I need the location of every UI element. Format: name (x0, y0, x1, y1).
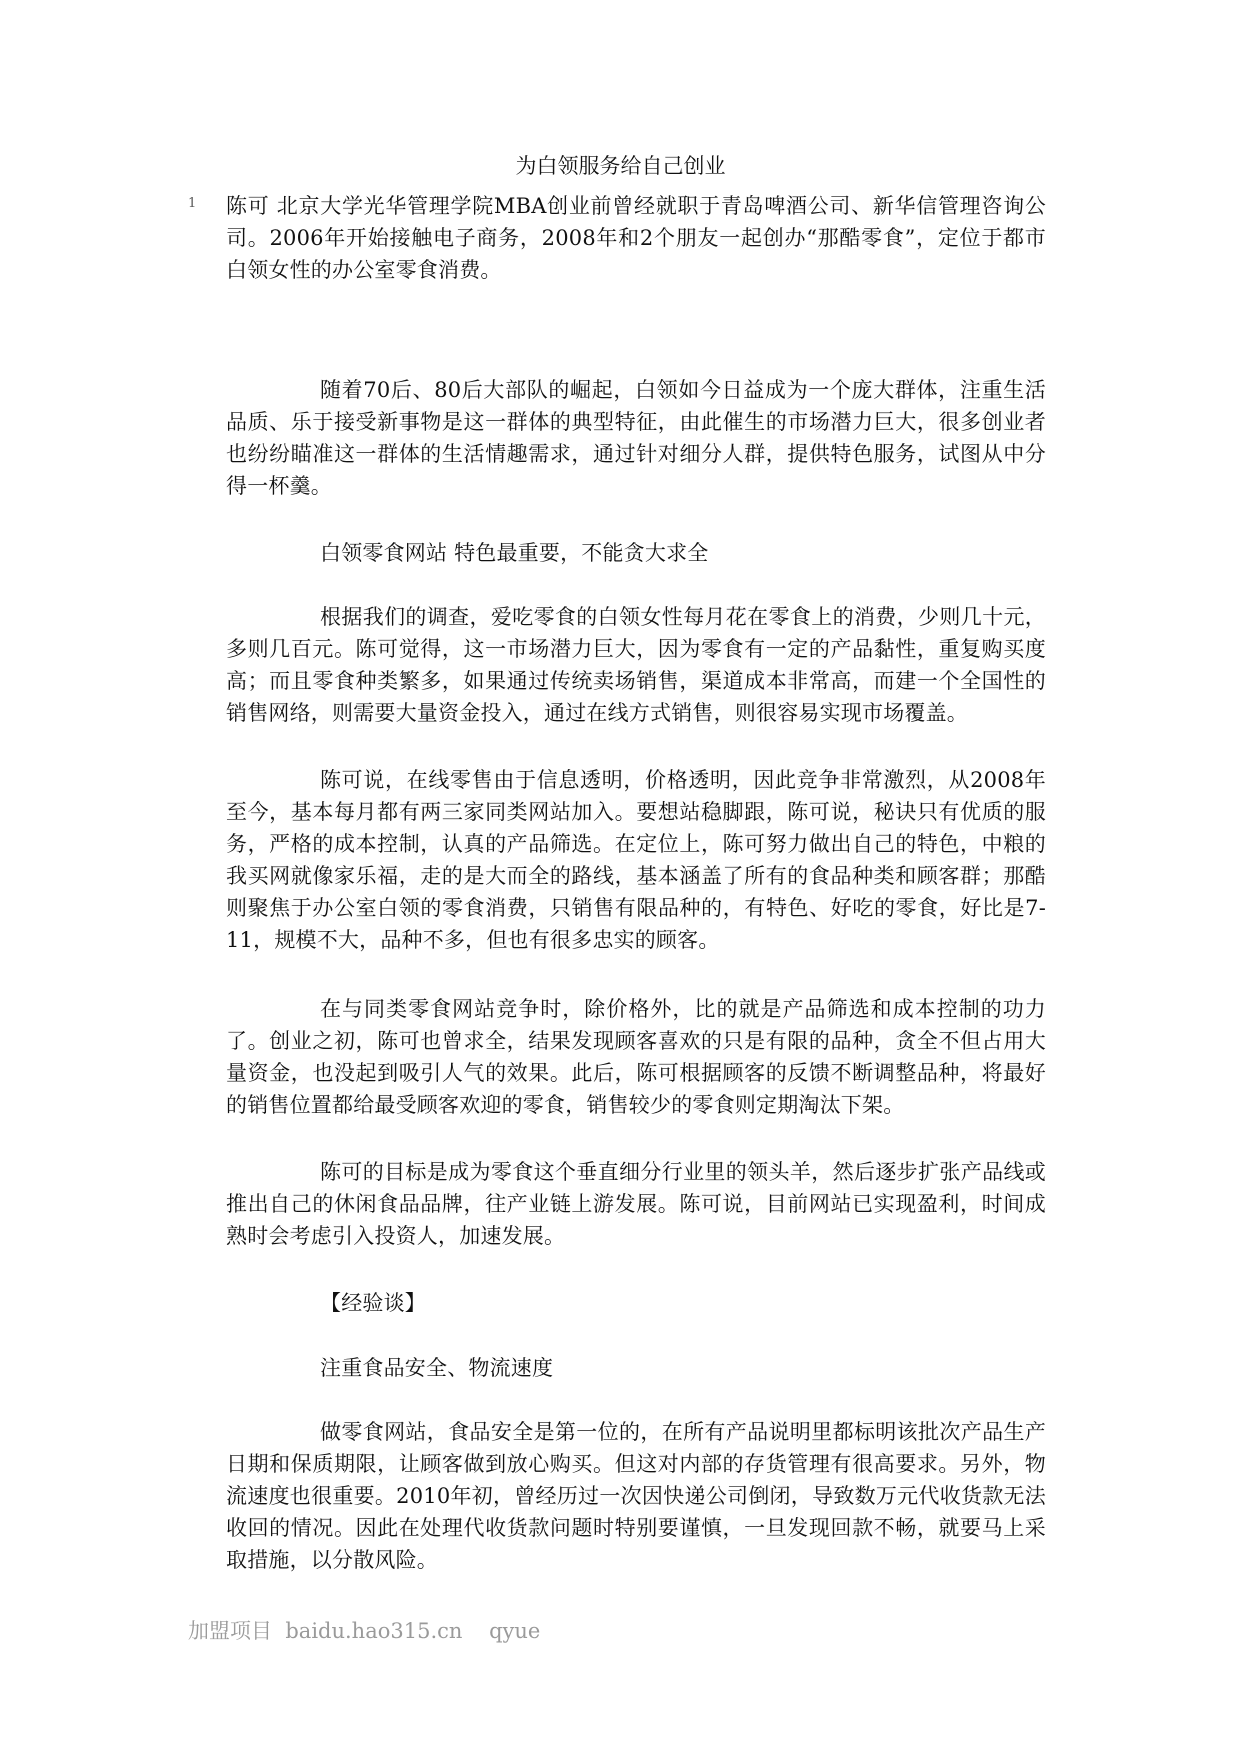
footer-watermark: 加盟项目 baidu.hao315.cn qyue (188, 1619, 541, 1643)
author-intro: 陈可 北京大学光华管理学院MBA创业前曾经就职于青岛啤酒公司、新华信管理咨询公司。2006年开始接触电子商务，2008年和2个朋友一起创办“那酷零食”，定位于都市白领女性的办公室零食消费。 (226, 194, 1046, 282)
section-heading-experience: 【经验谈】 (320, 1291, 426, 1315)
section-heading-food-safety: 注重食品安全、物流速度 (320, 1356, 554, 1380)
section-heading-snack-website: 白领零食网站 特色最重要，不能贪大求全 (320, 541, 709, 565)
paragraph-product-selection: 在与同类零食网站竞争时，除价格外，比的就是产品筛选和成本控制的功力了。创业之初，陈可也曾求全，结果发现顾客喜欢的只是有限的品种，贪全不但占用大量资金，也没起到吸引人气的效果。此后，陈可根据顾客的反馈不断调整品种，将最好的销售位置都给最受顾客欢迎的零食，销售较少的零食则定期淘汰下架。 (226, 997, 1046, 1117)
paragraph-intro: 随着70后、80后大部队的崛起，白领如今日益成为一个庞大群体，注重生活品质、乐于接受新事物是这一群体的典型特征，由此催生的市场潜力巨大，很多创业者也纷纷瞄准这一群体的生活情趣需求，通过针对细分人群，提供特色服务，试图从中分得一杯羹。 (226, 378, 1046, 498)
paragraph-food-safety: 做零食网站，食品安全是第一位的，在所有产品说明里都标明该批次产品生产日期和保质期限，让顾客做到放心购买。但这对内部的存货管理有很高要求。另外，物流速度也很重要。2010年初，曾经历过一次因快递公司倒闭，导致数万元代收货款无法收回的情况。因此在处理代收货款问题时特别要谨慎，一旦发现回款不畅，就要马上采取措施，以分散风险。 (226, 1420, 1046, 1572)
paragraph-survey: 根据我们的调查，爱吃零食的白领女性每月花在零食上的消费，少则几十元，多则几百元。陈可觉得，这一市场潜力巨大，因为零食有一定的产品黏性，重复购买度高；而且零食种类繁多，如果通过传统卖场销售，渠道成本非常高，而建一个全国性的销售网络，则需要大量资金投入，通过在线方式销售，则很容易实现市场覆盖。 (226, 605, 1046, 725)
line-number: 1 (188, 196, 197, 211)
paragraph-goal: 陈可的目标是成为零食这个垂直细分行业里的领头羊，然后逐步扩张产品线或推出自己的休闲食品品牌，往产业链上游发展。陈可说，目前网站已实现盈利，时间成熟时会考虑引入投资人，加速发展。 (226, 1160, 1046, 1248)
paragraph-competition: 陈可说，在线零售由于信息透明，价格透明，因此竞争非常激烈，从2008年至今，基本每月都有两三家同类网站加入。要想站稳脚跟，陈可说，秘诀只有优质的服务，严格的成本控制，认真的产品筛选。在定位上，陈可努力做出自己的特色，中粮的我买网就像家乐福，走的是大而全的路线，基本涵盖了所有的食品种类和顾客群；那酷则聚焦于办公室白领的零食消费，只销售有限品种的，有特色、好吃的零食，好比是7-11，规模不大，品种不多，但也有很多忠实的顾客。 (226, 768, 1046, 952)
document-title: 为白领服务给自己创业 (515, 154, 726, 178)
